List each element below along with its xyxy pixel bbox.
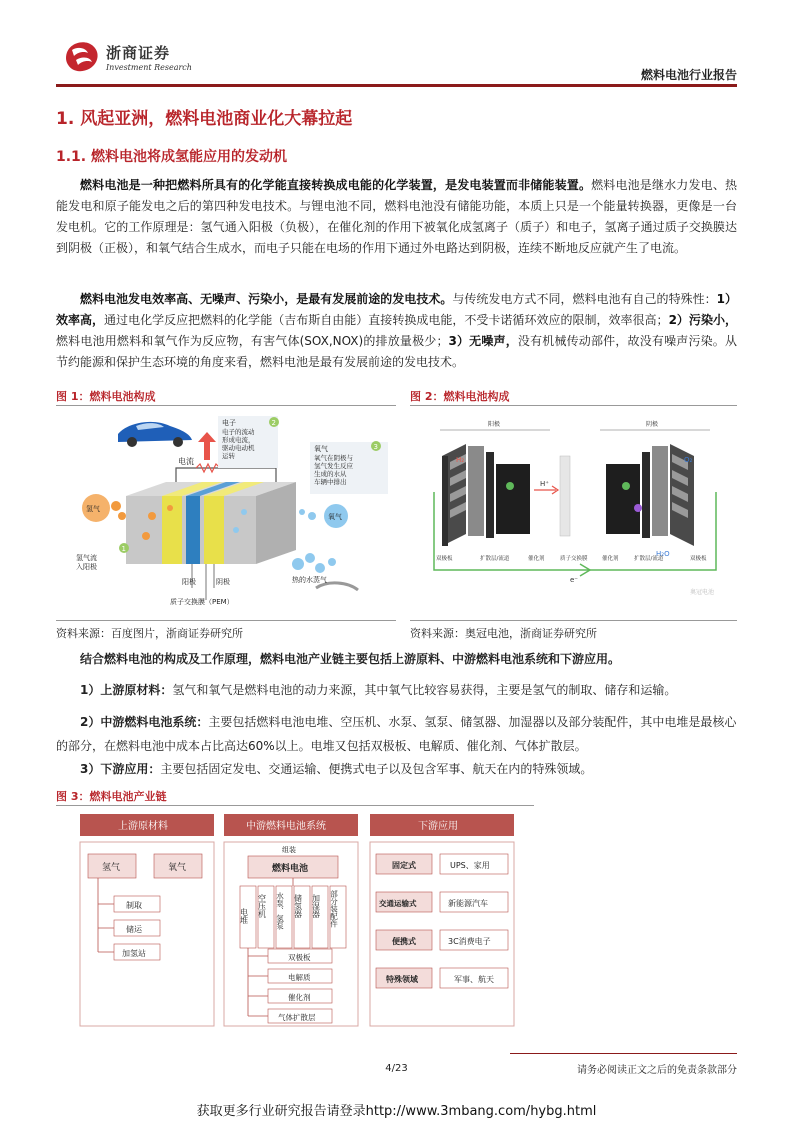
midstream-body: 主要包括燃料电池电堆、空压机、水泵、氢泵、储氢器、加湿器以及部分装配件，其中电堆是最核心的部分，在燃料电池中成本占比高达60%以上。电堆又包括双极板、电解质、催化剂、气体扩散层。: [56, 715, 737, 753]
hydrogen-label: 氢气: [102, 863, 121, 873]
downstream-desc-transport: 新能源汽车: [448, 899, 488, 908]
cell-stack: [126, 482, 296, 564]
label-hydrogen-desc-1: 氢气流: [76, 554, 97, 562]
company-name-en: Investment Research: [106, 63, 192, 72]
step-1-label: 1: [121, 545, 126, 553]
fuel-cell-label: 燃料电池: [272, 864, 309, 874]
downstream-name-portable: 便携式: [392, 937, 416, 946]
figure-1-title: 图 1：燃料电池构成: [56, 390, 156, 403]
upstream-header-label: 上游原材料: [118, 821, 168, 832]
label-electron-desc-4: 运转: [222, 452, 235, 460]
oxygen-input: [299, 504, 348, 528]
section-heading-1-1: 1.1. 燃料电池将成氢能应用的发动机: [56, 149, 287, 165]
figure-2-fuel-cell-diagram: [410, 412, 740, 612]
part-compressor: 空压机: [257, 894, 267, 918]
label-anode: 阳极: [488, 421, 501, 428]
advantage-low-pollution: 2）污染小，: [668, 313, 737, 327]
downstream-name-transport: 交通运输式: [379, 899, 417, 908]
label-cathode: 阴极: [646, 421, 659, 428]
left-catalyst: [486, 452, 494, 538]
hydrogen-input: [82, 494, 126, 522]
label-electron-flow: e⁻: [570, 576, 579, 584]
watermark-text: 奥冠电池: [690, 589, 715, 596]
advantages-text-1: 与传统发电方式不同，燃料电池有自己的特殊性：: [452, 292, 717, 306]
label-o2: O₂: [684, 456, 693, 464]
label-proton: H⁺: [540, 480, 549, 488]
company-name-cn: 浙商证券: [106, 44, 171, 62]
step-3-label: 3: [373, 443, 378, 451]
figure-3-title: 图 3：燃料电池产业链: [56, 790, 167, 803]
advantages-lead: 燃料电池发电效率高、无噪声、污染小，是最有发展前途的发电技术。: [80, 292, 453, 306]
figure-2-title: 图 2：燃料电池构成: [410, 390, 510, 403]
part-stack: 电堆: [239, 908, 249, 924]
figure-1-fuel-cell-diagram: [66, 412, 392, 612]
left-catalyst-layer: [496, 464, 530, 534]
downstream-desc-special: 军事、航天: [454, 975, 494, 984]
label-hydrogen: 氢气: [86, 505, 100, 513]
midstream-header-label: 中游燃料电池系统: [246, 821, 326, 832]
label-hydrogen-desc-2: 入阳极: [76, 563, 97, 571]
label-oxygen-top: 氧气: [314, 445, 328, 453]
downstream-desc-stationary: UPS、家用: [450, 861, 490, 870]
paragraph-industry-chain: 结合燃料电池的构成及工作原理，燃料电池产业链主要包括上游原料、中游燃料电池系统和下游应用。: [80, 652, 621, 666]
label-catalyst-right: 催化剂: [602, 556, 619, 562]
downstream-row: [376, 892, 508, 912]
oxygen-label: 氧气: [168, 863, 187, 873]
label-oxygen-desc-3: 生成的水从: [314, 470, 347, 478]
company-logo-icon: [62, 40, 102, 74]
paragraph-definition-lead: 燃料电池是一种把燃料所具有的化学能直接转换成电能的化学装置，是发电装置而非储能装置。: [80, 178, 592, 192]
label-electron-desc-3: 驱动电动机: [222, 444, 255, 452]
figure-2-source: 资料来源：奥冠电池，浙商证券研究所: [410, 627, 597, 640]
right-catalyst-layer: [606, 464, 640, 534]
figure-1-top-rule: [56, 405, 396, 406]
downstream-header-label: 下游应用: [418, 821, 458, 832]
label-bipolar-left: 双极板: [436, 556, 453, 562]
stack-part-gdl-label: 气体扩散层: [278, 1013, 316, 1022]
label-anode: 阳极: [182, 578, 196, 586]
label-pem: 质子交换膜: [560, 556, 588, 562]
label-oxygen-desc-2: 氢气发生反应: [314, 462, 353, 470]
downstream-desc-portable: 3C消费电子: [448, 937, 491, 946]
downstream-row: [376, 968, 508, 988]
upstream-item-station-label: 加氢站: [122, 949, 146, 958]
left-gas-diffusion-layer: [468, 446, 484, 536]
paragraph-midstream: [56, 710, 737, 758]
page-number: 4/23: [385, 1063, 408, 1074]
figure-3-top-rule: [56, 805, 534, 806]
label-current: 电流: [178, 457, 194, 466]
downstream-row: [376, 854, 508, 874]
advantages-text-4: 没有机械传动部件，故没有噪声污染。从节约能源和保护生态环境的角度来看，燃料电池是最有发展前途的发电技术。: [56, 334, 737, 369]
assemble-label: 组装: [282, 846, 296, 854]
header-rule: [56, 84, 737, 87]
label-electron-desc-1: 电子的流动: [222, 428, 255, 436]
promo-link[interactable]: 获取更多行业研究报告请登录http://www.3mbang.com/hybg.html: [196, 1104, 597, 1119]
label-oxygen-desc-4: 车辆中排出: [314, 478, 347, 486]
label-cathode: 阴极: [216, 578, 230, 586]
disclaimer: 请务必阅读正文之后的免责条款部分: [577, 1065, 737, 1076]
steam-output: [292, 553, 358, 590]
advantage-efficiency: 1）效率高，: [56, 292, 737, 327]
downstream-name-special: 特殊领域: [386, 975, 418, 984]
label-gdl-left: 扩散层/流道: [480, 556, 510, 562]
paragraph-downstream: [56, 759, 737, 779]
downstream-lead: 3）下游应用：: [80, 762, 161, 776]
figure-2-top-rule: [410, 405, 737, 406]
upstream-body: 氢气和氧气是燃料电池的动力来源，其中氧气比较容易获得，主要是氢气的制取、储存和运输。: [172, 683, 677, 697]
paragraph-upstream: [56, 680, 737, 700]
right-gas-diffusion-layer: [652, 446, 668, 536]
paragraph-advantages: [56, 289, 737, 373]
part-humidifier: 加湿器: [311, 894, 321, 918]
label-electron-desc-2: 形成电流，: [222, 436, 255, 444]
downstream-row: [376, 930, 508, 950]
upstream-item-produce-label: 制取: [126, 901, 142, 910]
proton-exchange-membrane: [560, 456, 570, 536]
stack-part-bipolar-label: 双极板: [288, 953, 311, 962]
label-oxygen-desc-1: 氧气在阴极与: [314, 454, 353, 462]
arrow-up-icon: [198, 432, 216, 460]
upstream-lead: 1）上游原材料：: [80, 683, 173, 697]
label-gdl-right: 扩散层/流道: [634, 556, 664, 562]
paragraph-definition: [56, 175, 737, 259]
label-electron: 电子: [222, 419, 236, 427]
advantages-text-3: 燃料电池用燃料和氧气作为反应物，有害气体(SOX,NOX)的排放量极少；: [56, 334, 449, 348]
report-type: 燃料电池行业报告: [640, 68, 737, 82]
company-logo: [62, 38, 202, 78]
car-icon: [118, 422, 192, 447]
figure-1-bottom-rule: [56, 620, 396, 621]
figure-1-source: 资料来源：百度图片，浙商证券研究所: [56, 627, 243, 640]
figure-2-bottom-rule: [410, 620, 737, 621]
footer-rule: [510, 1053, 737, 1054]
advantage-no-noise: 3）无噪声，: [448, 334, 518, 348]
label-catalyst-left: 催化剂: [528, 556, 545, 562]
step-2-label: 2: [271, 419, 276, 427]
part-assembly: 部分装配件: [329, 890, 339, 928]
section-heading-1: 1. 风起亚洲，燃料电池商业化大幕拉起: [56, 109, 353, 129]
label-h2: H₂: [456, 456, 465, 464]
downstream-body: 主要包括固定发电、交通运输、便携式电子以及包含军事、航天在内的特殊领域。: [160, 762, 593, 776]
label-h2o: H₂O: [656, 550, 670, 558]
upstream-item-transport-label: 储运: [126, 925, 142, 934]
part-pumps: 水泵、氢泵: [275, 892, 285, 930]
part-hydrogen-storage: 储氢器: [293, 894, 303, 918]
paragraph-definition-body: 燃料电池是继水力发电、热能发电和原子能发电之后的第四种发电技术。与锂电池不同，燃料电池没有储能功能，本质上只是一个能量转换器，更像是一台发电机。它的工作原理是：氢气通入阳极（负极），在催化剂的作用下被氧化成氢离子（质子）和电子，氢离子通过质子交换膜达到阴极（正极），和氧气结合生成水，而电子只能在电场的作用下通过外电路达到阴极，连续不断地反应就产生了电流。: [56, 178, 737, 255]
midstream-lead: 2）中游燃料电池系统：: [80, 715, 209, 729]
stack-part-electrolyte-label: 电解质: [288, 973, 311, 982]
label-bipolar-right: 双极板: [690, 556, 707, 562]
label-steam: 热的水蒸气: [292, 576, 327, 584]
downstream-name-stationary: 固定式: [392, 861, 416, 870]
stack-part-catalyst-label: 催化剂: [288, 993, 311, 1002]
label-oxygen-right: 氧气: [328, 513, 342, 521]
external-circuit: [176, 468, 276, 484]
right-catalyst: [642, 452, 650, 538]
label-pem: 质子交换膜（PEM）: [170, 598, 234, 606]
figure-3-industry-chain: [78, 812, 518, 1032]
advantages-text-2: 通过电化学反应把燃料的化学能（吉布斯自由能）直接转换成电能，不受卡诺循环效应的限制，效率很高；: [104, 313, 669, 327]
